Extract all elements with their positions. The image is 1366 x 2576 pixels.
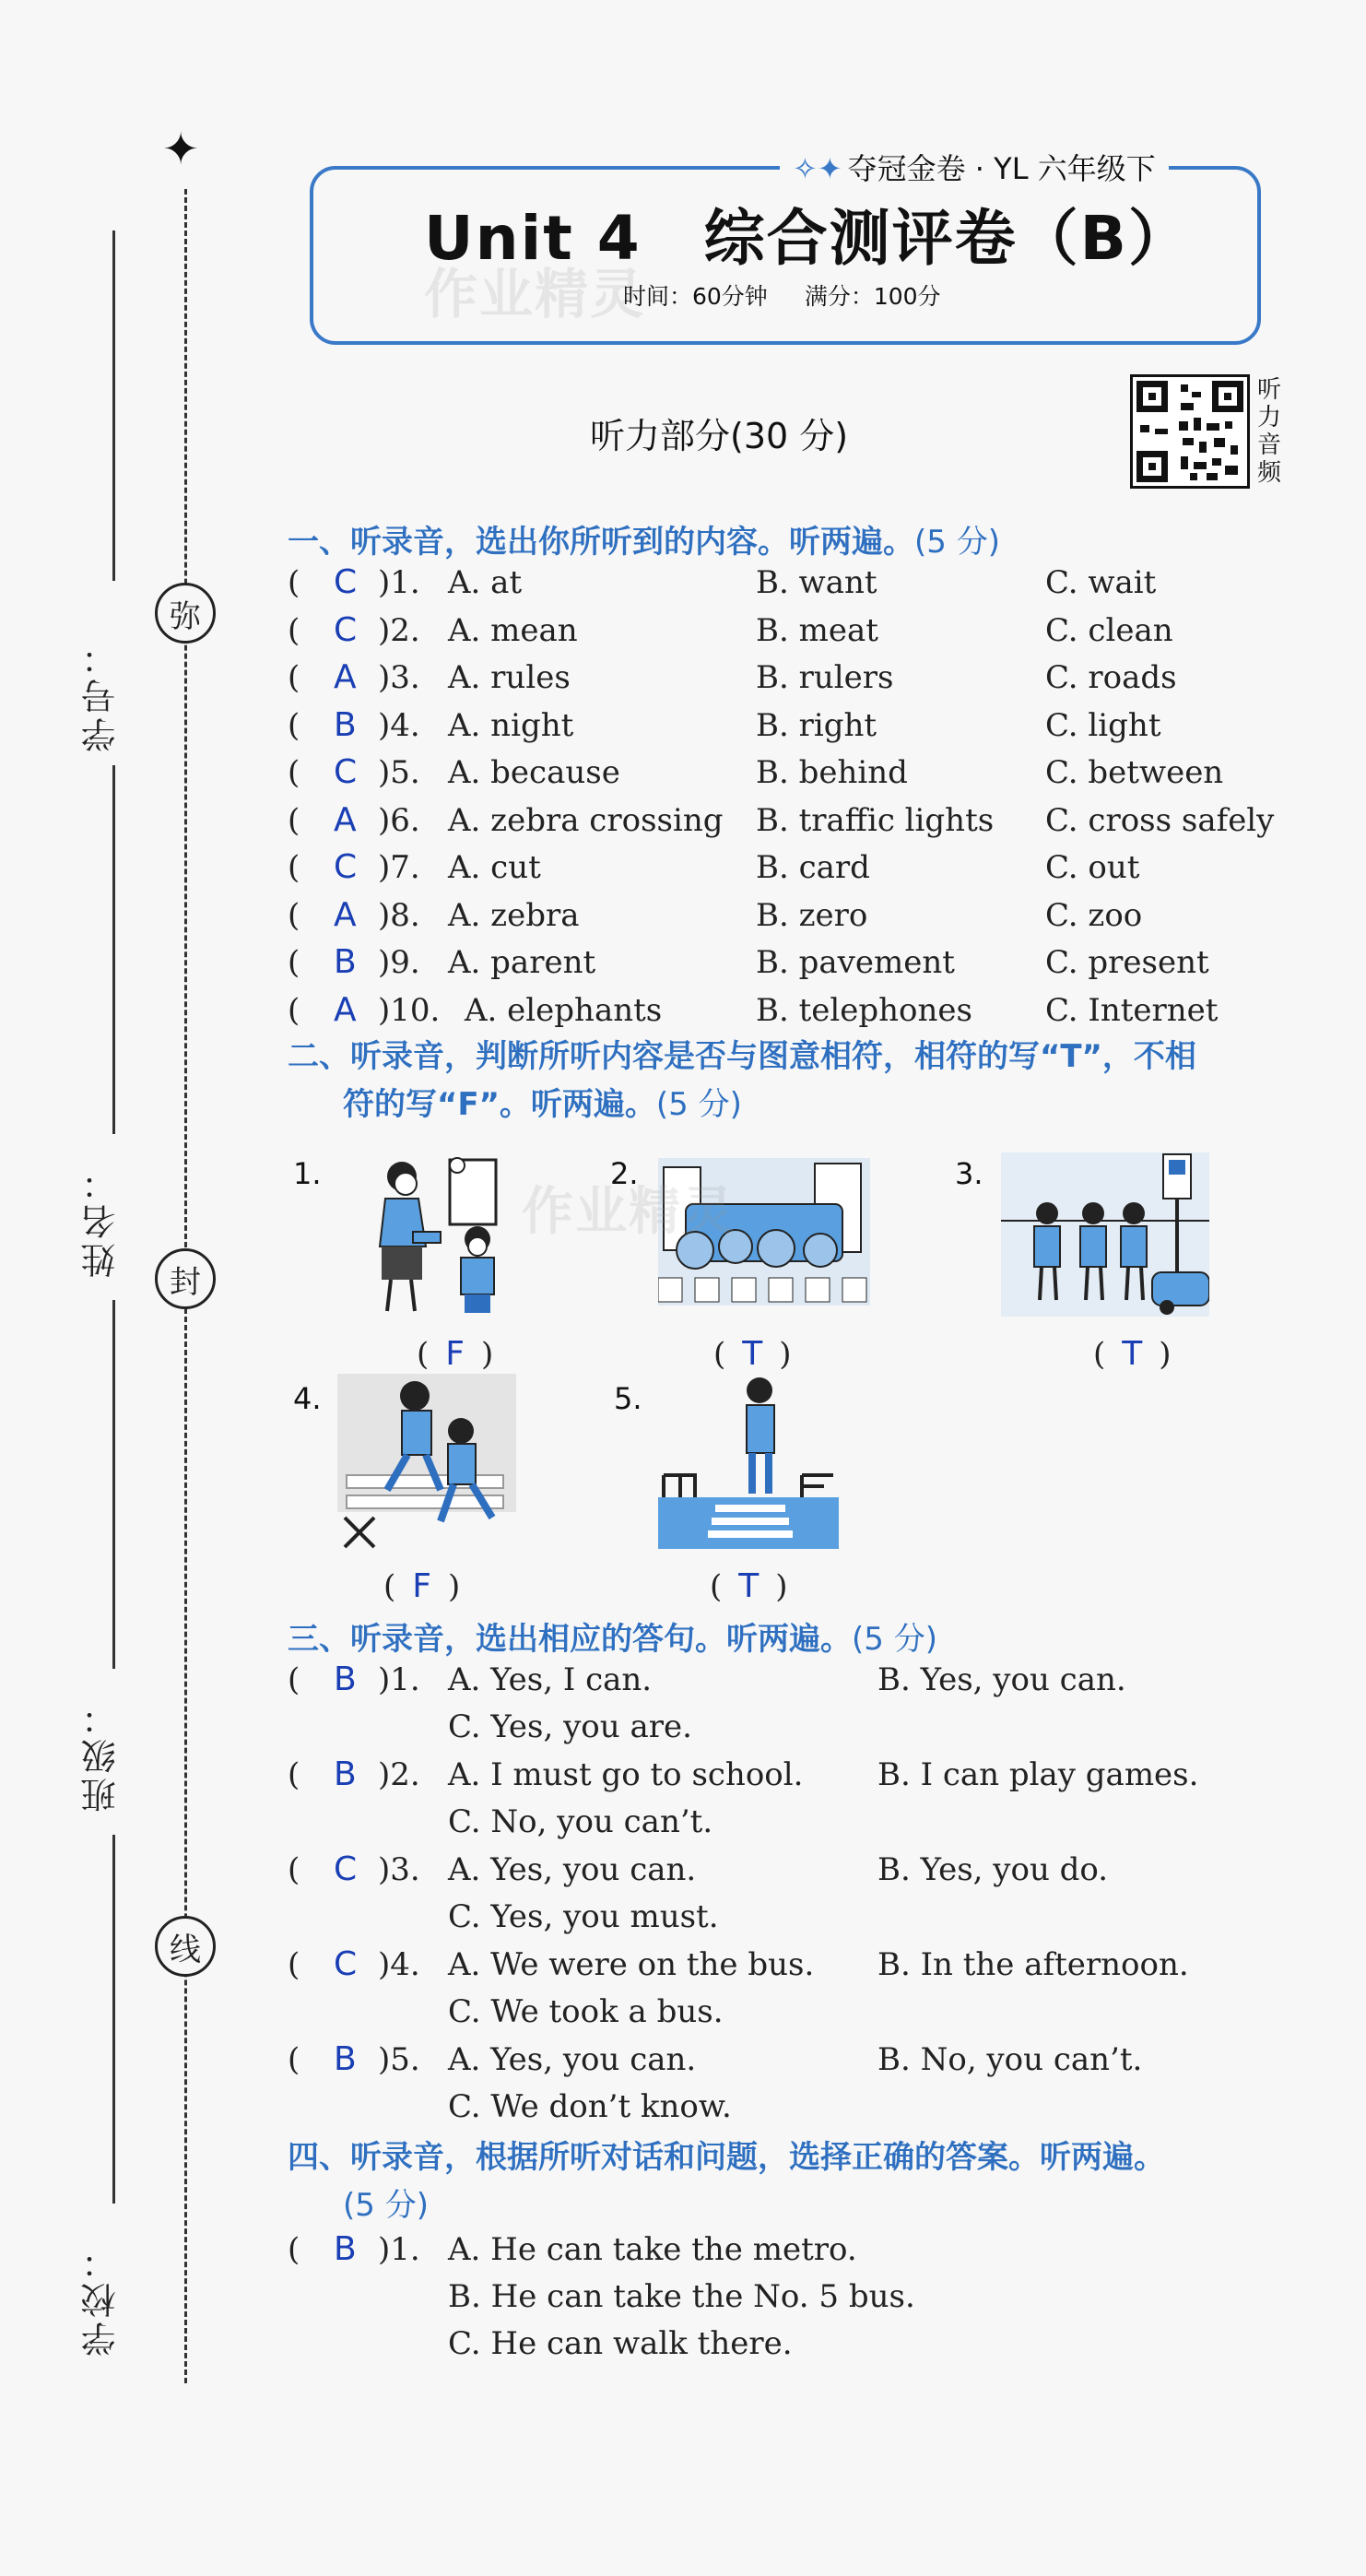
question-number: )2. — [378, 611, 420, 649]
option-a: A. Yes, I can. — [448, 1661, 653, 1698]
answer-mark: B — [334, 705, 357, 744]
answer-mark: C — [334, 848, 358, 886]
question-number: )8. — [378, 896, 420, 934]
picture-5-answer: ( T ) — [710, 1567, 788, 1605]
option-a: A. Yes, you can. — [448, 1851, 697, 1888]
question-number: )1. — [378, 1661, 420, 1698]
option-c: C. Yes, you must. — [448, 1898, 719, 1935]
option-c: C. We took a bus. — [448, 1993, 724, 2030]
option-a: A. because — [448, 754, 620, 791]
answer-open-paren: ( — [288, 801, 300, 839]
answer-open-paren: ( — [288, 2041, 300, 2078]
option-a: A. cut — [448, 849, 541, 886]
option-b: B. behind — [756, 754, 908, 791]
option-b: B. I can play games. — [877, 1756, 1199, 1793]
option-c: C. between — [1045, 754, 1224, 791]
answer-open-paren: ( — [288, 2231, 300, 2268]
option-a: A. elephants — [465, 991, 663, 1029]
option-c: C. He can walk there. — [448, 2325, 793, 2362]
question-number: )9. — [378, 944, 420, 981]
option-c: C. cross safely — [1045, 801, 1275, 839]
question-number: )3. — [378, 659, 420, 696]
class-line — [112, 1300, 115, 1669]
student-id-line — [112, 230, 115, 581]
page-title: Unit 4 综合测评卷（B） — [424, 203, 1191, 274]
exam-meta — [623, 278, 978, 312]
option-b: B. card — [756, 849, 870, 886]
option-c: C. present — [1045, 944, 1209, 981]
option-a: A. zebra crossing — [448, 801, 724, 839]
watermark: 作业精灵 — [424, 263, 646, 325]
option-b: B. right — [756, 706, 877, 744]
answer-mark: B — [334, 1660, 357, 1698]
question-number: )5. — [378, 2041, 420, 2078]
answer-open-paren: ( — [288, 706, 300, 744]
question-number: )2. — [378, 1756, 420, 1793]
answer-open-paren: ( — [288, 754, 300, 791]
option-a: A. We were on the bus. — [448, 1946, 815, 1983]
option-b: B. Yes, you do. — [877, 1851, 1109, 1888]
sparkle-icon: ✧✦ — [793, 151, 842, 186]
part1-title: 一、听录音，选出你所听到的内容。听两遍。(5 分) — [288, 524, 1000, 561]
picture-1-answer: ( F ) — [417, 1335, 494, 1373]
option-c: C. wait — [1045, 564, 1157, 601]
option-a: A. at — [448, 564, 523, 601]
picture-3-answer: ( T ) — [1093, 1335, 1172, 1373]
question-number: )3. — [378, 1851, 420, 1888]
option-b: B. pavement — [756, 944, 955, 981]
name-label: 姓名： — [81, 1162, 122, 1278]
answer-mark: C — [334, 753, 358, 791]
option-b: B. Yes, you can. — [877, 1661, 1126, 1698]
option-c: C. roads — [1045, 659, 1177, 696]
picture-3 — [1001, 1152, 1209, 1317]
option-b: B. In the afternoon. — [877, 1946, 1189, 1983]
answer-open-paren: ( — [288, 991, 300, 1029]
question-number: )5. — [378, 754, 420, 791]
picture-4-answer: ( F ) — [383, 1567, 461, 1605]
watermark-2: 作业精灵 — [522, 1182, 736, 1242]
picture-5-number: 5. — [614, 1381, 642, 1416]
answer-mark: B — [334, 1755, 357, 1793]
answer-open-paren: ( — [288, 1851, 300, 1888]
full-score: 满分：100分 — [804, 283, 941, 310]
answer-mark: B — [334, 943, 357, 981]
option-c: C. We don’t know. — [448, 2088, 732, 2125]
answer-open-paren: ( — [288, 944, 300, 981]
answer-mark: A — [334, 990, 357, 1029]
picture-5 — [658, 1374, 839, 1551]
answer-open-paren: ( — [288, 1946, 300, 1983]
school-line — [112, 1835, 115, 2204]
option-a: A. parent — [448, 944, 596, 981]
option-b: B. traffic lights — [756, 801, 995, 839]
answer-open-paren: ( — [288, 659, 300, 696]
option-a: A. I must go to school. — [448, 1756, 804, 1793]
answer-open-paren: ( — [288, 611, 300, 649]
option-b: B. No, you can’t. — [877, 2041, 1143, 2078]
answer-mark: C — [334, 610, 358, 649]
picture-1-number: 1. — [293, 1156, 322, 1191]
picture-1 — [358, 1154, 516, 1317]
option-c: C. clean — [1045, 611, 1173, 649]
part4-title: 四、听录音，根据所听对话和问题，选择正确的答案。听两遍。 (5 分) — [288, 2139, 1165, 2224]
answer-mark: C — [334, 1945, 358, 1983]
part3-title: 三、听录音，选出相应的答句。听两遍。(5 分) — [288, 1621, 937, 1658]
binding-mark-mi: 弥 — [155, 583, 216, 644]
question-number: )1. — [378, 564, 420, 601]
option-b: B. rulers — [756, 659, 894, 696]
name-line — [112, 765, 115, 1134]
answer-open-paren: ( — [288, 1756, 300, 1793]
school-label: 学校： — [81, 2240, 122, 2357]
option-c: C. No, you can’t. — [448, 1803, 713, 1840]
question-number: )10. — [378, 991, 441, 1029]
option-a: A. mean — [448, 611, 578, 649]
option-a: A. Yes, you can. — [448, 2041, 697, 2078]
star-icon: ✦ — [162, 124, 200, 175]
binding-mark-feng: 封 — [155, 1248, 216, 1309]
qr-code-icon[interactable] — [1130, 374, 1250, 489]
answer-mark: B — [334, 2040, 357, 2078]
option-c: C. Yes, you are. — [448, 1708, 692, 1745]
option-c: C. zoo — [1045, 896, 1143, 934]
time-limit: 时间：60分钟 — [623, 283, 768, 310]
option-a: A. rules — [448, 659, 571, 696]
qr-label: 听力音频 — [1257, 376, 1282, 487]
binding-mark-xian: 线 — [155, 1916, 216, 1977]
answer-mark: C — [334, 1850, 358, 1888]
picture-3-number: 3. — [955, 1156, 983, 1191]
picture-4 — [337, 1374, 516, 1554]
answer-open-paren: ( — [288, 849, 300, 886]
option-a: A. night — [448, 706, 574, 744]
answer-open-paren: ( — [288, 896, 300, 934]
answer-mark: A — [334, 895, 357, 934]
student-id-label: 学号： — [81, 636, 122, 752]
picture-2-answer: ( T ) — [713, 1335, 792, 1373]
question-number: )1. — [378, 2231, 420, 2268]
option-b: B. meat — [756, 611, 878, 649]
answer-mark: A — [334, 658, 357, 696]
answer-open-paren: ( — [288, 1661, 300, 1698]
option-b: B. want — [756, 564, 877, 601]
answer-open-paren: ( — [288, 564, 300, 601]
part2-title: 二、听录音，判断所听内容是否与图意相符，相符的写“T”，不相 符的写“F”。听两遍。(5 分) — [288, 1038, 1196, 1123]
option-a: A. zebra — [448, 896, 580, 934]
question-number: )4. — [378, 706, 420, 744]
class-label: 班级： — [81, 1696, 122, 1813]
option-b: B. zero — [756, 896, 868, 934]
option-b: B. telephones — [756, 991, 972, 1029]
question-number: )6. — [378, 801, 420, 839]
option-a: A. He can take the metro. — [448, 2231, 857, 2268]
answer-mark: A — [334, 800, 357, 839]
series-label: ✧✦ 夺冠金卷 · YL 六年级下 — [780, 146, 1169, 188]
answer-mark: C — [334, 563, 358, 601]
option-c: C. out — [1045, 849, 1140, 886]
option-c: C. light — [1045, 706, 1161, 744]
answer-mark: B — [334, 2230, 357, 2268]
picture-2-number: 2. — [610, 1156, 639, 1191]
question-number: )7. — [378, 849, 420, 886]
listening-section-title: 听力部分(30 分) — [590, 416, 849, 456]
option-b: B. He can take the No. 5 bus. — [448, 2278, 915, 2315]
option-c: C. Internet — [1045, 991, 1219, 1029]
picture-4-number: 4. — [293, 1381, 322, 1416]
question-number: )4. — [378, 1946, 420, 1983]
